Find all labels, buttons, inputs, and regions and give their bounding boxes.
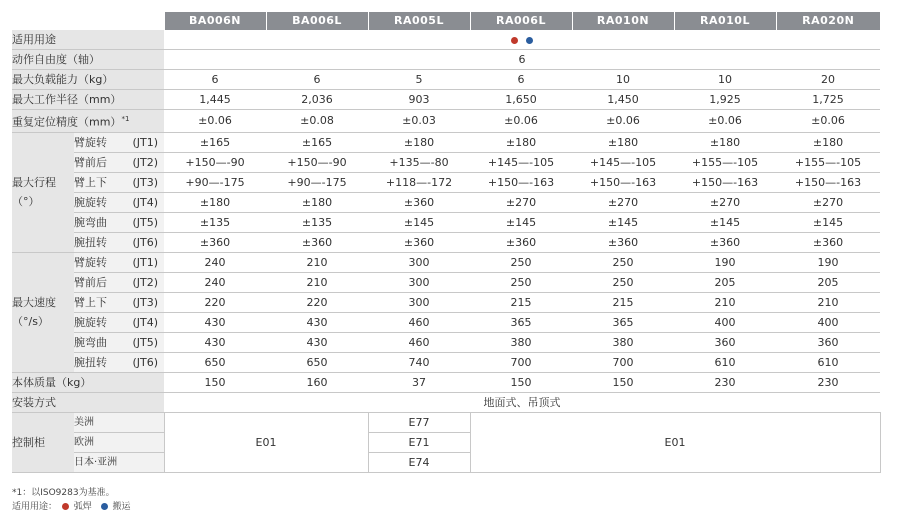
footnote-mark: *1 [121, 115, 130, 123]
cell: 215 [572, 292, 674, 312]
row-label: 本体质量（kg） [12, 372, 164, 392]
cell: ±180 [470, 132, 572, 152]
joint-label [74, 232, 164, 252]
cell: 610 [674, 352, 776, 372]
cell: 250 [572, 252, 674, 272]
arc-welding-dot-icon [62, 503, 69, 510]
speed-row [12, 332, 880, 352]
cell: ±360 [776, 232, 880, 252]
joint-name: 腕旋转 [74, 195, 107, 209]
cell: 210 [266, 252, 368, 272]
application-dots [164, 30, 880, 50]
cell: +145—-105 [572, 152, 674, 172]
cell: ±145 [776, 212, 880, 232]
joint-axis: (JT6) [132, 235, 158, 249]
cell: 2,036 [266, 90, 368, 110]
row-payload [12, 70, 880, 90]
cell: 740 [368, 352, 470, 372]
cell: ±360 [266, 232, 368, 252]
cell: 1,925 [674, 90, 776, 110]
joint-axis: (JT3) [132, 295, 158, 309]
legend-label: 适用用途： [12, 502, 58, 512]
cell: ±165 [266, 132, 368, 152]
cell: 903 [368, 90, 470, 110]
row-application [12, 30, 880, 50]
cell: 10 [572, 70, 674, 90]
cell: 1,445 [164, 90, 266, 110]
row-dof [12, 50, 880, 70]
row-label: 动作自由度（轴） [12, 50, 164, 70]
stroke-row [12, 152, 880, 172]
stroke-row [12, 192, 880, 212]
cell: +155—-105 [776, 152, 880, 172]
cell: ±180 [266, 192, 368, 212]
joint-axis: (JT2) [132, 155, 158, 169]
joint-label [74, 172, 164, 192]
cell: +90—-175 [164, 172, 266, 192]
legend-text: 弧焊 [73, 502, 92, 512]
cell: +90—-175 [266, 172, 368, 192]
row-mounting [12, 392, 880, 412]
stroke-row [12, 232, 880, 252]
cell: 360 [674, 332, 776, 352]
stroke-row [12, 132, 880, 152]
cell: 380 [572, 332, 674, 352]
joint-name: 腕扭转 [74, 235, 107, 249]
cell: 150 [164, 372, 266, 392]
cell: 230 [674, 372, 776, 392]
cell: 430 [266, 312, 368, 332]
cell: 250 [572, 272, 674, 292]
cell: ±180 [368, 132, 470, 152]
cell: 240 [164, 272, 266, 292]
cell: 220 [266, 292, 368, 312]
cell: ±145 [368, 212, 470, 232]
joint-axis: (JT1) [132, 255, 158, 269]
joint-axis: (JT6) [132, 355, 158, 369]
row-mass [12, 372, 880, 392]
cell: 250 [470, 272, 572, 292]
cell: ±0.03 [368, 110, 470, 133]
cell: 430 [164, 332, 266, 352]
cell: 610 [776, 352, 880, 372]
cell: 230 [776, 372, 880, 392]
col-header: RA020N [776, 12, 880, 30]
cell: 210 [776, 292, 880, 312]
handling-dot-icon [101, 503, 108, 510]
region-label: 日本·亚洲 [74, 452, 164, 472]
speed-row [12, 352, 880, 372]
row-label: 安装方式 [12, 392, 164, 412]
cell: 6 [266, 70, 368, 90]
joint-label [74, 252, 164, 272]
cell: ±360 [164, 232, 266, 252]
joint-axis: (JT5) [132, 215, 158, 229]
cell: ±270 [674, 192, 776, 212]
cell: 1,450 [572, 90, 674, 110]
cell: ±360 [368, 192, 470, 212]
cell: 210 [674, 292, 776, 312]
cell: +150—-163 [776, 172, 880, 192]
stroke-group-label [12, 132, 74, 252]
cell: +135—-80 [368, 152, 470, 172]
controller-mid: E71 [368, 432, 470, 452]
cell: ±180 [674, 132, 776, 152]
header-row [12, 12, 880, 30]
col-header: BA006L [266, 12, 368, 30]
controller-right: E01 [470, 412, 880, 472]
spec-table [12, 12, 881, 473]
joint-name: 臂前后 [74, 155, 107, 169]
handling-dot-icon [526, 37, 533, 44]
joint-name: 臂旋转 [74, 135, 107, 149]
col-header: RA010N [572, 12, 674, 30]
legend [12, 500, 131, 514]
cell: 240 [164, 252, 266, 272]
cell: 1,650 [470, 90, 572, 110]
cell: 460 [368, 312, 470, 332]
cell: +118—-172 [368, 172, 470, 192]
joint-axis: (JT5) [132, 335, 158, 349]
joint-label [74, 272, 164, 292]
stroke-row [12, 172, 880, 192]
cell: 380 [470, 332, 572, 352]
col-header: RA010L [674, 12, 776, 30]
cell: 37 [368, 372, 470, 392]
legend-text: 搬运 [112, 502, 131, 512]
joint-label [74, 152, 164, 172]
cell: 430 [164, 312, 266, 332]
joint-axis: (JT4) [132, 195, 158, 209]
controller-mid: E74 [368, 452, 470, 472]
cell: ±165 [164, 132, 266, 152]
joint-name: 臂前后 [74, 275, 107, 289]
cell: 300 [368, 252, 470, 272]
cell: ±0.06 [776, 110, 880, 133]
joint-name: 腕弯曲 [74, 215, 107, 229]
speed-row [12, 272, 880, 292]
joint-label [74, 312, 164, 332]
cell: 10 [674, 70, 776, 90]
cell: ±135 [266, 212, 368, 232]
controller-left: E01 [164, 412, 368, 472]
speed-row [12, 292, 880, 312]
cell: ±0.06 [674, 110, 776, 133]
cell: 250 [470, 252, 572, 272]
joint-name: 臂旋转 [74, 255, 107, 269]
controller-mid: E77 [368, 412, 470, 432]
cell: ±145 [470, 212, 572, 232]
header-blank [12, 12, 164, 30]
cell: ±0.08 [266, 110, 368, 133]
region-label: 美洲 [74, 412, 164, 432]
cell: 400 [776, 312, 880, 332]
joint-label [74, 292, 164, 312]
row-reach [12, 90, 880, 110]
cell: 160 [266, 372, 368, 392]
stroke-section [12, 132, 880, 252]
speed-section [12, 252, 880, 372]
cell: 365 [572, 312, 674, 332]
cell: 20 [776, 70, 880, 90]
cell: 300 [368, 272, 470, 292]
cell: 650 [266, 352, 368, 372]
cell: ±360 [368, 232, 470, 252]
cell: ±270 [470, 192, 572, 212]
speed-row [12, 252, 880, 272]
cell: 205 [776, 272, 880, 292]
speed-group-label [12, 252, 74, 372]
cell: 6 [470, 70, 572, 90]
cell: 400 [674, 312, 776, 332]
row-controller-1 [12, 412, 880, 432]
cell: 700 [470, 352, 572, 372]
cell: 190 [674, 252, 776, 272]
cell: ±0.06 [572, 110, 674, 133]
cell: 360 [776, 332, 880, 352]
cell: 1,725 [776, 90, 880, 110]
cell: ±360 [572, 232, 674, 252]
joint-axis: (JT4) [132, 315, 158, 329]
joint-axis: (JT1) [132, 135, 158, 149]
joint-axis: (JT3) [132, 175, 158, 189]
cell: 365 [470, 312, 572, 332]
cell: 150 [572, 372, 674, 392]
cell: ±360 [470, 232, 572, 252]
cell: 190 [776, 252, 880, 272]
joint-label [74, 332, 164, 352]
controller-label: 控制柜 [12, 412, 74, 472]
cell: ±0.06 [470, 110, 572, 133]
speed-group-title: 最大速度 [12, 296, 56, 310]
cell: +150—-163 [674, 172, 776, 192]
cell: ±270 [572, 192, 674, 212]
footnote-1: *1：以ISO9283为基准。 [12, 488, 115, 498]
joint-name: 腕弯曲 [74, 335, 107, 349]
joint-name: 臂上下 [74, 175, 107, 189]
cell: 215 [470, 292, 572, 312]
cell: 650 [164, 352, 266, 372]
cell: ±145 [572, 212, 674, 232]
joint-label [74, 192, 164, 212]
cell: +150—-90 [266, 152, 368, 172]
row-label: 最大工作半径（mm） [12, 90, 164, 110]
arc-welding-dot-icon [511, 37, 518, 44]
cell: 220 [164, 292, 266, 312]
row-label: 最大负载能力（kg） [12, 70, 164, 90]
cell: 700 [572, 352, 674, 372]
col-header: RA006L [470, 12, 572, 30]
joint-label [74, 352, 164, 372]
dof-value: 6 [164, 50, 880, 70]
joint-axis: (JT2) [132, 275, 158, 289]
speed-row [12, 312, 880, 332]
stroke-row [12, 212, 880, 232]
cell: ±270 [776, 192, 880, 212]
cell: ±180 [776, 132, 880, 152]
cell: ±135 [164, 212, 266, 232]
cell: +150—-90 [164, 152, 266, 172]
joint-name: 腕旋转 [74, 315, 107, 329]
row-label: 适用用途 [12, 30, 164, 50]
cell: 460 [368, 332, 470, 352]
cell: +150—-163 [470, 172, 572, 192]
cell: ±145 [674, 212, 776, 232]
cell: ±180 [164, 192, 266, 212]
row-label-text: 重复定位精度（mm） [12, 115, 122, 129]
cell: 210 [266, 272, 368, 292]
cell: +150—-163 [572, 172, 674, 192]
footnotes [12, 486, 131, 514]
cell: +155—-105 [674, 152, 776, 172]
joint-label [74, 212, 164, 232]
cell: 205 [674, 272, 776, 292]
joint-name: 臂上下 [74, 295, 107, 309]
stroke-group-unit: （°） [12, 195, 40, 209]
cell: +145—-105 [470, 152, 572, 172]
cell: 5 [368, 70, 470, 90]
row-label [12, 110, 164, 133]
cell: 150 [470, 372, 572, 392]
row-repeatability [12, 110, 880, 133]
joint-name: 腕扭转 [74, 355, 107, 369]
cell: ±0.06 [164, 110, 266, 133]
stroke-group-title: 最大行程 [12, 176, 56, 190]
cell: 300 [368, 292, 470, 312]
col-header: RA005L [368, 12, 470, 30]
cell: ±180 [572, 132, 674, 152]
cell: 430 [266, 332, 368, 352]
mount-value: 地面式、吊顶式 [164, 392, 880, 412]
cell: ±360 [674, 232, 776, 252]
cell: 6 [164, 70, 266, 90]
speed-group-unit: （°/s） [12, 315, 49, 329]
region-label: 欧洲 [74, 432, 164, 452]
col-header: BA006N [164, 12, 266, 30]
joint-label [74, 132, 164, 152]
